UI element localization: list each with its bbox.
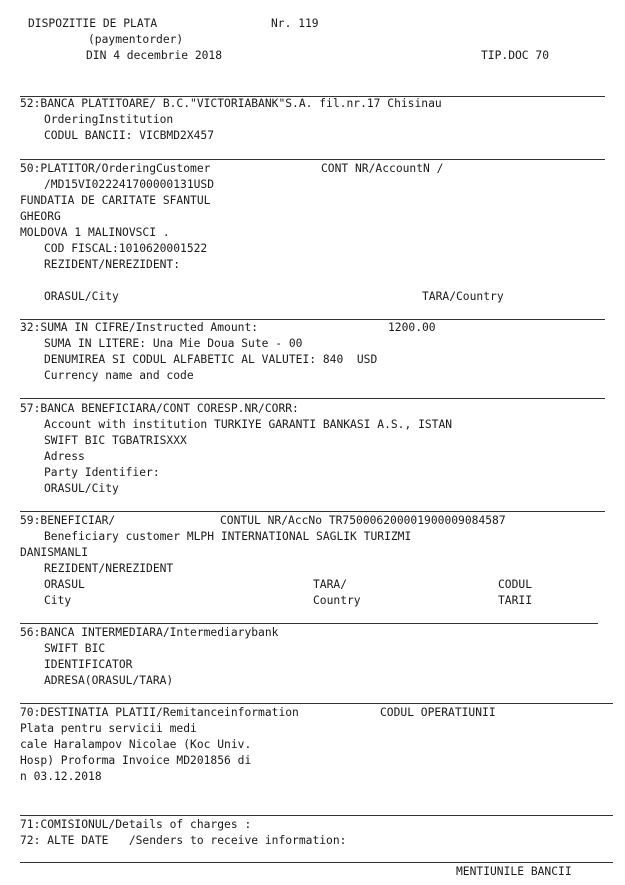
- bank-notes-label: MENTIUNILE BANCII: [456, 865, 572, 878]
- payer-bank-line: 52:BANCA PLATITOARE/ B.C."VICTORIABANK"S.A. fil.nr.17 Chisinau: [20, 97, 442, 110]
- beneficiary-country-label: TARA/: [313, 578, 348, 591]
- document-subtitle: (paymentorder): [88, 33, 184, 46]
- payer-label: 50:PLATITOR/OrderingCustomer: [20, 162, 211, 175]
- payer-name-cont: GHEORG: [20, 210, 61, 223]
- divider: [20, 398, 605, 399]
- payer-bank-label-en: OrderingInstitution: [44, 113, 174, 126]
- remittance-line: Hosp) Proforma Invoice MD201856 di: [20, 754, 252, 767]
- document-type: TIP.DOC 70: [481, 49, 550, 62]
- beneficiary-resident: REZIDENT/NEREZIDENT: [44, 562, 174, 575]
- divider: [20, 862, 613, 863]
- divider: [20, 623, 598, 624]
- amount-currency-en: Currency name and code: [44, 369, 194, 382]
- amount-currency: DENUMIREA SI CODUL ALFABETIC AL VALUTEI: 840 USD: [44, 353, 378, 366]
- amount-words: SUMA IN LITERE: Una Mie Doua Sute - 00: [44, 337, 303, 350]
- beneficiary-city-label: ORASUL: [44, 578, 85, 591]
- beneficiary-name-cont: DANISMANLI: [20, 546, 89, 559]
- remittance-line: cale Haralampov Nicolae (Koc Univ.: [20, 738, 252, 751]
- payer-address: MOLDOVA 1 MALINOVSCI .: [20, 226, 170, 239]
- payer-city: ORASUL/City: [44, 290, 119, 303]
- charges-details: 71:COMISIONUL/Details of charges :: [20, 818, 252, 831]
- divider: [20, 703, 613, 704]
- payer-country: TARA/Country: [422, 290, 504, 303]
- document-title: DISPOZITIE DE PLATA: [28, 17, 158, 30]
- document-number: Nr. 119: [271, 17, 319, 30]
- beneficiary-label: 59:BENEFICIAR/: [20, 514, 116, 527]
- amount-value: 1200.00: [388, 321, 436, 334]
- beneficiary-account: CONTUL NR/AccNo TR750006200001900009084587: [220, 514, 506, 527]
- intermediary-bank-label: 56:BANCA INTERMEDIARA/Intermediarybank: [20, 626, 279, 639]
- other-data: 72: ALTE DATE /Senders to receive information:: [20, 834, 347, 847]
- amount-label: 32:SUMA IN CIFRE/Instructed Amount:: [20, 321, 259, 334]
- beneficiary-name: Beneficiary customer MLPH INTERNATIONAL SAGLIK TURIZMI: [44, 530, 412, 543]
- beneficiary-bank-address: Adress: [44, 450, 85, 463]
- beneficiary-country-label-en: Country: [313, 594, 361, 607]
- beneficiary-bank-institution: Account with institution TURKIYE GARANTI BANKASI A.S., ISTAN: [44, 418, 453, 431]
- divider: [20, 511, 605, 512]
- payer-fiscal-code: COD FISCAL:1010620001522: [44, 242, 208, 255]
- payer-account-label: CONT NR/AccountN /: [321, 162, 444, 175]
- beneficiary-city-label-en: City: [44, 594, 72, 607]
- divider: [20, 159, 605, 160]
- payer-bank-code: CODUL BANCII: VICBMD2X457: [44, 129, 215, 142]
- beneficiary-code-label: CODUL: [498, 578, 533, 591]
- payer-name: FUNDATIA DE CARITATE SFANTUL: [20, 194, 211, 207]
- beneficiary-bank-label: 57:BANCA BENEFICIARA/CONT CORESP.NR/CORR:: [20, 402, 299, 415]
- remittance-line: n 03.12.2018: [20, 770, 102, 783]
- remittance-line: Plata pentru servicii medi: [20, 722, 197, 735]
- beneficiary-bank-city: ORASUL/City: [44, 482, 119, 495]
- payer-account: /MD15VI022241700000131USD: [44, 178, 215, 191]
- beneficiary-bank-swift: SWIFT BIC TGBATRISXXX: [44, 434, 187, 447]
- divider: [20, 815, 613, 816]
- intermediary-address: ADRESA(ORASUL/TARA): [44, 674, 174, 687]
- document-date: DIN 4 decembrie 2018: [86, 49, 223, 62]
- intermediary-swift: SWIFT BIC: [44, 642, 106, 655]
- operation-code-label: CODUL OPERATIUNII: [380, 706, 496, 719]
- remittance-label: 70:DESTINATIA PLATII/Remitanceinformation: [20, 706, 299, 719]
- payer-resident: REZIDENT/NEREZIDENT:: [44, 258, 181, 271]
- beneficiary-bank-party-id: Party Identifier:: [44, 466, 160, 479]
- intermediary-identifier: IDENTIFICATOR: [44, 658, 133, 671]
- beneficiary-code-label-en: TARII: [498, 594, 533, 607]
